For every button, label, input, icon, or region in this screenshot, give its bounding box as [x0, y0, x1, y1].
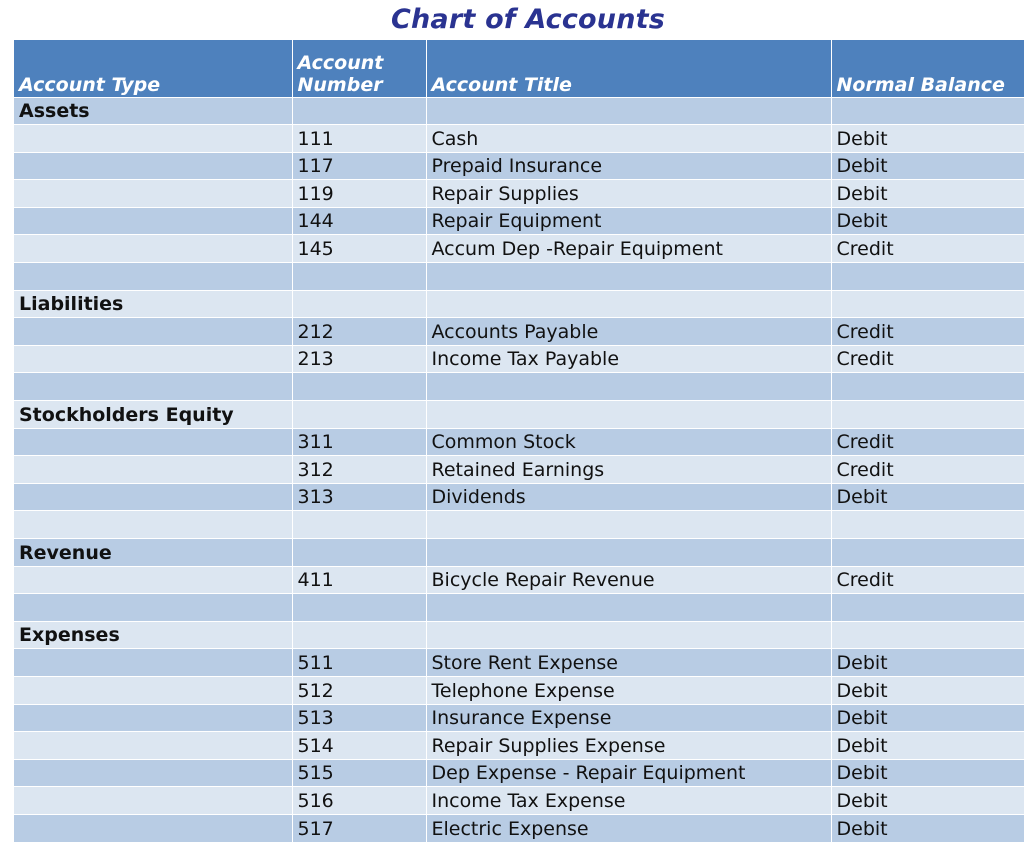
account-title-cell: Repair Supplies	[426, 180, 831, 208]
table-row	[14, 263, 1024, 291]
table-row	[14, 621, 1024, 649]
account-type-cell	[14, 732, 292, 760]
table-row	[14, 456, 1024, 484]
page-title: Chart of Accounts	[390, 4, 666, 35]
account-type-cell	[14, 318, 292, 346]
account-title-cell: Accounts Payable	[426, 318, 831, 346]
table-row	[14, 428, 1024, 456]
account-type-cell	[14, 152, 292, 180]
account-title-cell	[426, 594, 831, 622]
account-type-cell	[14, 345, 292, 373]
normal-balance-cell	[831, 401, 1024, 429]
normal-balance-cell	[831, 594, 1024, 622]
account-number-cell	[292, 290, 426, 318]
table-row	[14, 539, 1024, 567]
account-title-cell: Cash	[426, 125, 831, 153]
account-number-cell: 312	[292, 456, 426, 484]
account-number-cell	[292, 263, 426, 291]
normal-balance-cell	[831, 290, 1024, 318]
normal-balance-cell: Debit	[831, 207, 1024, 235]
account-number-cell	[292, 373, 426, 401]
account-type-cell: Revenue	[14, 539, 292, 567]
account-number-cell: 313	[292, 483, 426, 511]
account-title-cell: Income Tax Expense	[426, 787, 831, 815]
table-row	[14, 401, 1024, 429]
normal-balance-cell: Debit	[831, 704, 1024, 732]
account-rows	[14, 97, 1024, 842]
account-number-cell	[292, 539, 426, 567]
account-number-cell: 514	[292, 732, 426, 760]
normal-balance-cell: Debit	[831, 787, 1024, 815]
account-number-cell	[292, 594, 426, 622]
table-row	[14, 787, 1024, 815]
account-title-cell: Telephone Expense	[426, 676, 831, 704]
normal-balance-cell: Credit	[831, 345, 1024, 373]
account-type-cell	[14, 373, 292, 401]
normal-balance-cell: Credit	[831, 318, 1024, 346]
table-row	[14, 566, 1024, 594]
account-type-cell	[14, 566, 292, 594]
table-row	[14, 483, 1024, 511]
normal-balance-cell: Debit	[831, 649, 1024, 677]
account-title-cell	[426, 539, 831, 567]
account-number-cell: 144	[292, 207, 426, 235]
account-title-cell: Retained Earnings	[426, 456, 831, 484]
normal-balance-cell: Credit	[831, 456, 1024, 484]
table-row	[14, 732, 1024, 760]
table-row	[14, 511, 1024, 539]
account-number-cell	[292, 97, 426, 125]
header-normal-balance: Normal Balance	[831, 40, 1024, 97]
account-title-cell: Common Stock	[426, 428, 831, 456]
normal-balance-cell: Debit	[831, 180, 1024, 208]
account-type-cell	[14, 787, 292, 815]
account-title-cell: Prepaid Insurance	[426, 152, 831, 180]
normal-balance-cell: Debit	[831, 152, 1024, 180]
header-account-type: Account Type	[14, 40, 292, 97]
account-title-cell	[426, 373, 831, 401]
account-title-cell: Accum Dep -Repair Equipment	[426, 235, 831, 263]
header-account-number-line1: Account	[297, 51, 384, 74]
account-title-cell: Bicycle Repair Revenue	[426, 566, 831, 594]
header-row	[14, 40, 1024, 97]
normal-balance-cell: Debit	[831, 676, 1024, 704]
account-title-cell	[426, 401, 831, 429]
account-type-cell	[14, 594, 292, 622]
account-title-cell: Income Tax Payable	[426, 345, 831, 373]
normal-balance-cell: Credit	[831, 235, 1024, 263]
account-number-cell: 117	[292, 152, 426, 180]
account-type-cell	[14, 511, 292, 539]
account-type-cell	[14, 676, 292, 704]
account-type-cell	[14, 649, 292, 677]
header-account-title: Account Title	[426, 40, 831, 97]
normal-balance-cell: Debit	[831, 814, 1024, 842]
account-title-cell: Dividends	[426, 483, 831, 511]
normal-balance-cell: Debit	[831, 732, 1024, 760]
table-row	[14, 676, 1024, 704]
account-number-cell: 515	[292, 759, 426, 787]
table-row	[14, 152, 1024, 180]
table-row	[14, 125, 1024, 153]
account-title-cell	[426, 511, 831, 539]
account-title-cell	[426, 263, 831, 291]
normal-balance-cell	[831, 621, 1024, 649]
account-title-cell	[426, 97, 831, 125]
account-title-cell: Repair Supplies Expense	[426, 732, 831, 760]
normal-balance-cell	[831, 373, 1024, 401]
account-number-cell	[292, 511, 426, 539]
table-row	[14, 704, 1024, 732]
header-account-number	[292, 40, 426, 97]
account-number-cell: 213	[292, 345, 426, 373]
accounts-table	[14, 40, 1024, 843]
table-row	[14, 594, 1024, 622]
account-type-cell: Liabilities	[14, 290, 292, 318]
account-number-cell: 512	[292, 676, 426, 704]
normal-balance-cell	[831, 97, 1024, 125]
account-type-cell	[14, 180, 292, 208]
table-row	[14, 290, 1024, 318]
account-title-cell	[426, 621, 831, 649]
account-type-cell	[14, 125, 292, 153]
account-title-cell: Store Rent Expense	[426, 649, 831, 677]
account-title-cell	[426, 290, 831, 318]
table-row	[14, 759, 1024, 787]
normal-balance-cell: Credit	[831, 428, 1024, 456]
account-number-cell: 513	[292, 704, 426, 732]
account-number-cell: 111	[292, 125, 426, 153]
table-row	[14, 207, 1024, 235]
account-number-cell: 517	[292, 814, 426, 842]
account-type-cell	[14, 483, 292, 511]
account-number-cell	[292, 621, 426, 649]
table-row	[14, 97, 1024, 125]
account-type-cell	[14, 814, 292, 842]
account-title-cell: Dep Expense - Repair Equipment	[426, 759, 831, 787]
normal-balance-cell: Debit	[831, 483, 1024, 511]
account-title-cell: Electric Expense	[426, 814, 831, 842]
normal-balance-cell: Debit	[831, 125, 1024, 153]
account-number-cell: 311	[292, 428, 426, 456]
account-type-cell: Stockholders Equity	[14, 401, 292, 429]
normal-balance-cell: Credit	[831, 566, 1024, 594]
table-row	[14, 180, 1024, 208]
account-type-cell: Expenses	[14, 621, 292, 649]
account-type-cell	[14, 456, 292, 484]
account-type-cell	[14, 263, 292, 291]
normal-balance-cell	[831, 263, 1024, 291]
account-type-cell	[14, 428, 292, 456]
account-number-cell: 119	[292, 180, 426, 208]
account-number-cell	[292, 401, 426, 429]
normal-balance-cell: Debit	[831, 759, 1024, 787]
account-title-cell: Insurance Expense	[426, 704, 831, 732]
account-type-cell: Assets	[14, 97, 292, 125]
table-row	[14, 318, 1024, 346]
account-type-cell	[14, 704, 292, 732]
table-row	[14, 235, 1024, 263]
account-type-cell	[14, 235, 292, 263]
account-number-cell: 511	[292, 649, 426, 677]
normal-balance-cell	[831, 511, 1024, 539]
account-type-cell	[14, 759, 292, 787]
table-row	[14, 649, 1024, 677]
account-type-cell	[14, 207, 292, 235]
account-number-cell: 411	[292, 566, 426, 594]
account-number-cell: 145	[292, 235, 426, 263]
table-row	[14, 345, 1024, 373]
normal-balance-cell	[831, 539, 1024, 567]
table-row	[14, 373, 1024, 401]
account-title-cell: Repair Equipment	[426, 207, 831, 235]
account-number-cell: 516	[292, 787, 426, 815]
table-row	[14, 814, 1024, 842]
account-number-cell: 212	[292, 318, 426, 346]
header-account-number-line2: Number	[297, 73, 383, 96]
